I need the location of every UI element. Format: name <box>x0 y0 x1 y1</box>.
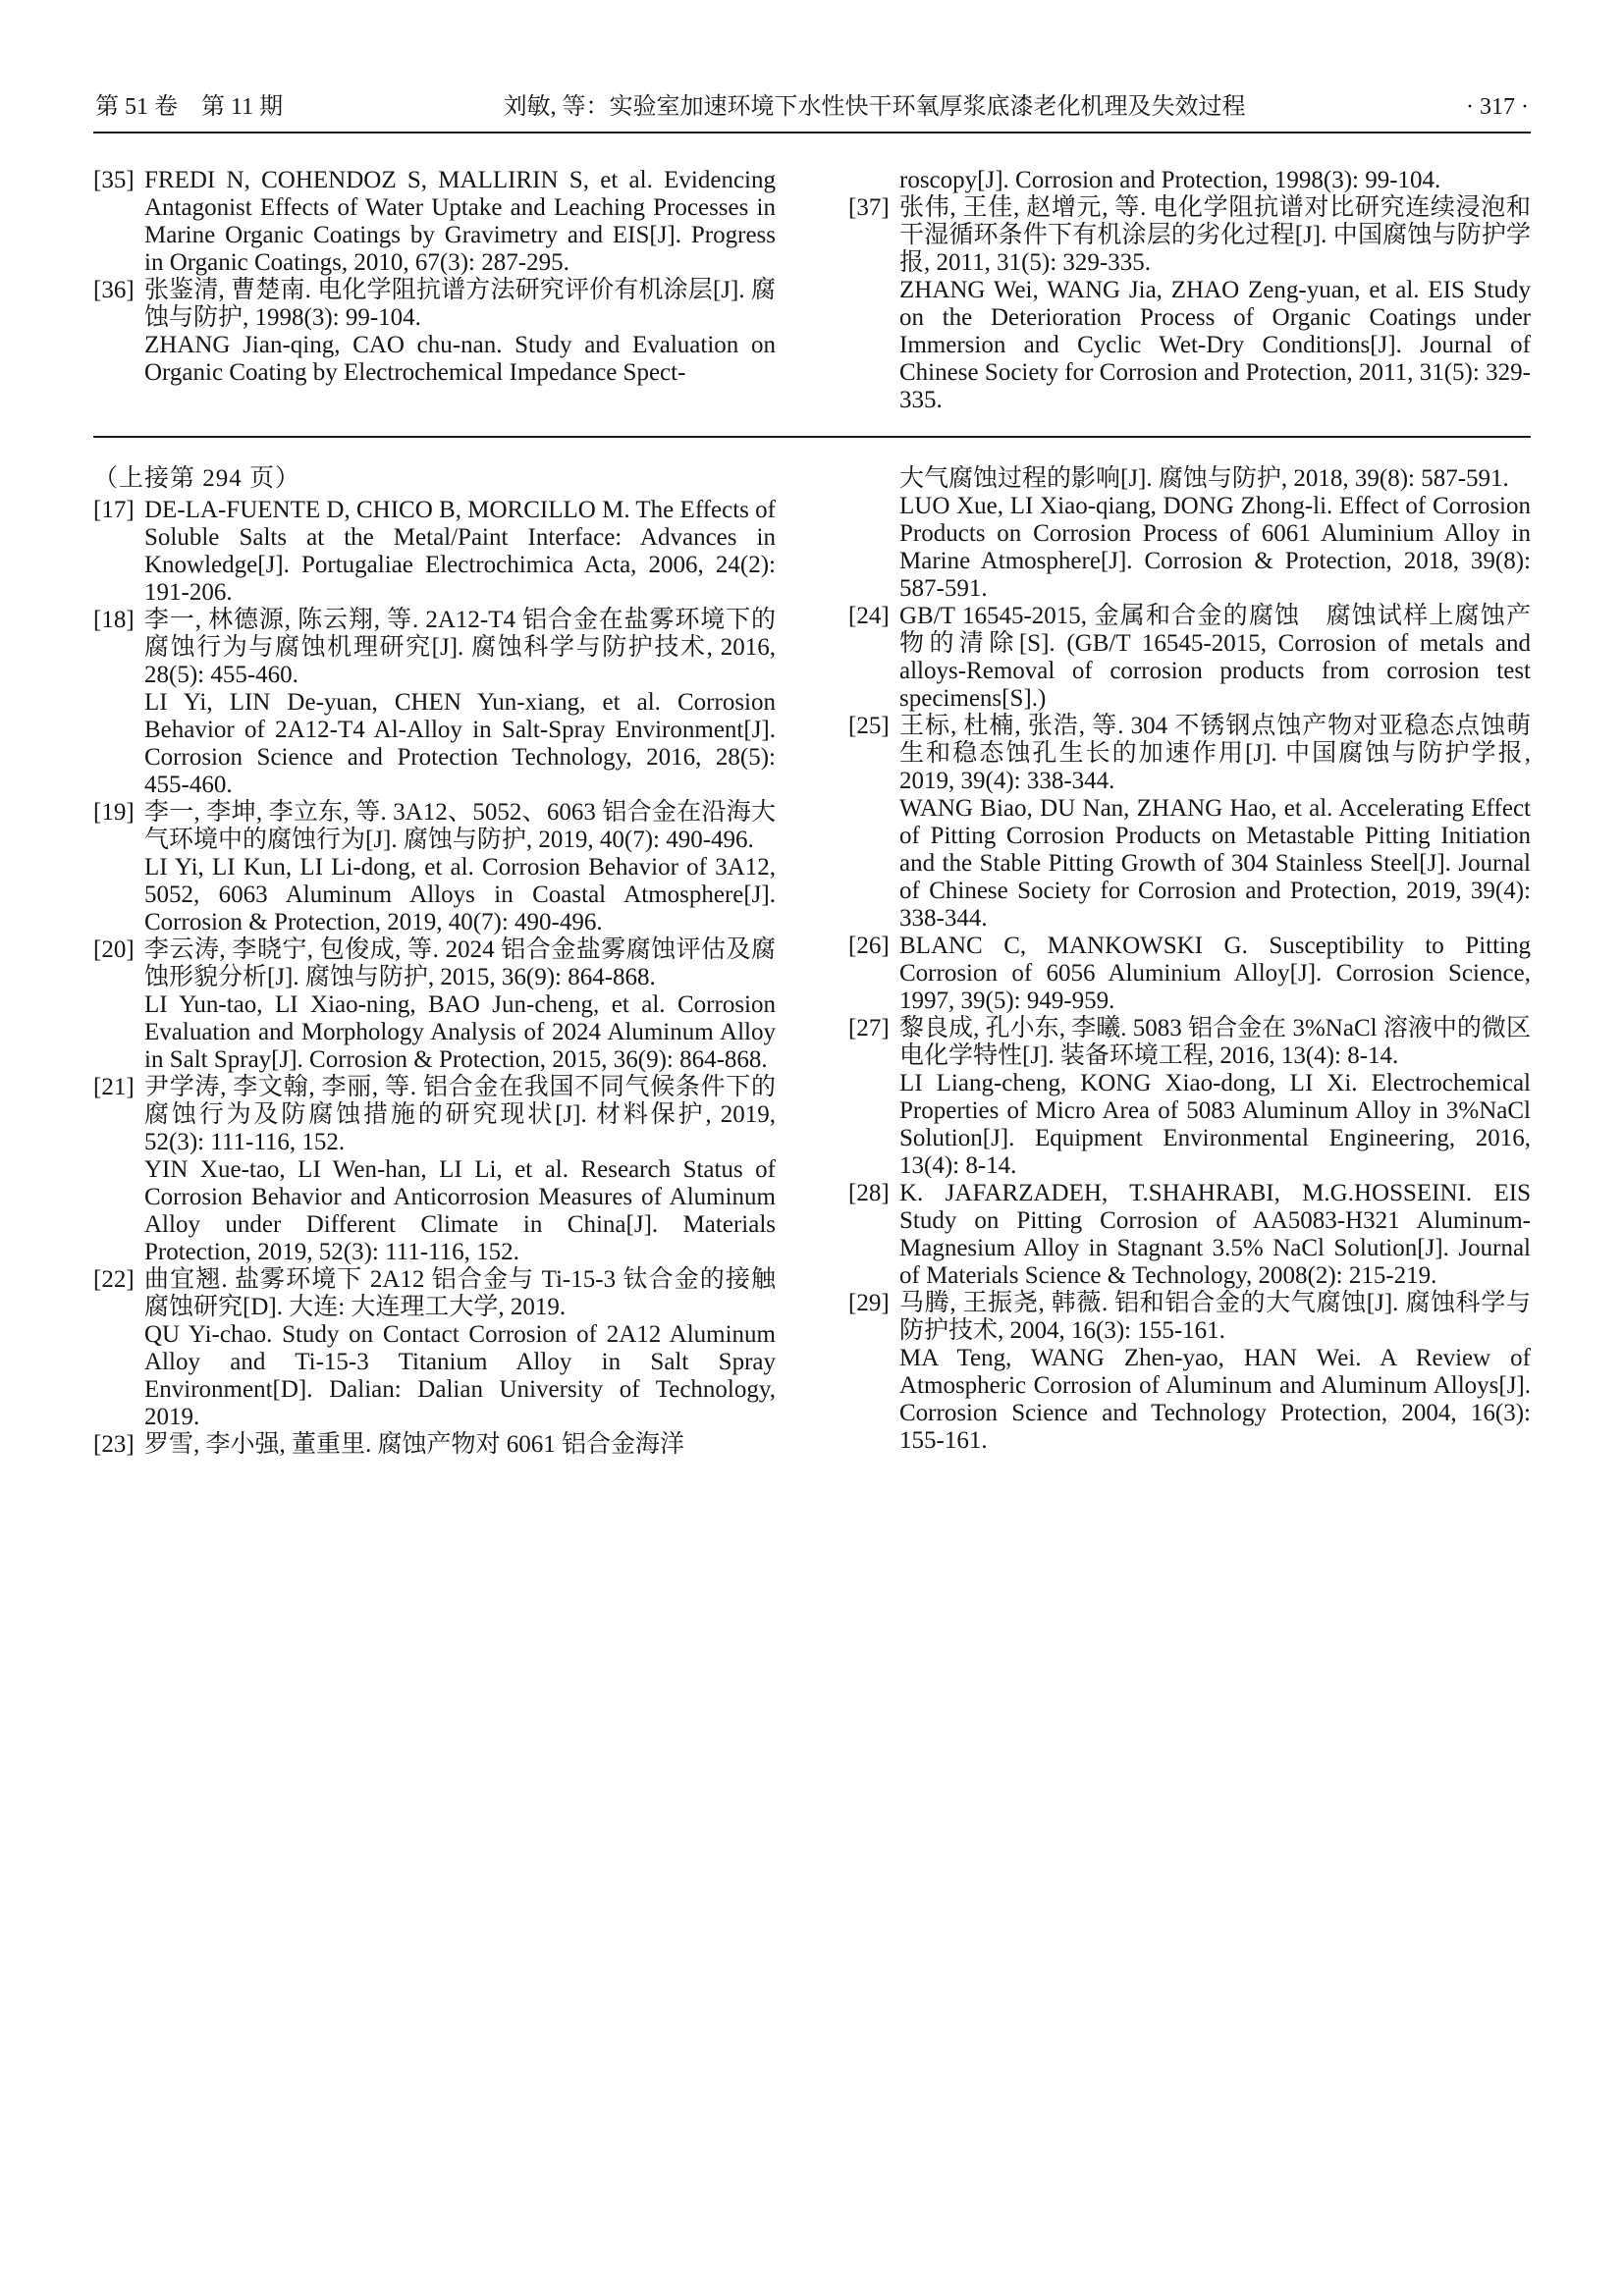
reference-item <box>93 497 776 607</box>
reference-number: [17] <box>93 497 135 523</box>
reference-item <box>848 1015 1531 1180</box>
reference-citation: [25] 王标, 杜楠, 张浩, 等. 304 不锈钢点蚀产物对亚稳态点蚀萌生和稳态蚀孔生长的加速作用[J]. 中国腐蚀与防护学报, 2019, 39(4): 338-344. <box>848 713 1531 794</box>
reference-item <box>848 194 1531 414</box>
reference-citation: [18] 李一, 林德源, 陈云翔, 等. 2A12-T4 铝合金在盐雾环境下的腐蚀行为与腐蚀机理研究[J]. 腐蚀科学与防护技术, 2016, 28(5): 455-460. <box>93 607 776 688</box>
page-header <box>93 92 1531 132</box>
reference-item <box>848 167 1531 194</box>
main-right-column <box>848 465 1531 1459</box>
reference-item <box>93 607 776 799</box>
reference-number: [27] <box>848 1015 890 1041</box>
header-rule <box>93 132 1531 133</box>
reference-translation: LI Liang-cheng, KONG Xiao-dong, LI Xi. Electrochemical Properties of Micro Area of 5083 Aluminum Alloy in 3%NaCl Solution[J]. Equipment Environmental Engineering, 2016, 13(4): 8-14. <box>899 1070 1531 1179</box>
reference-translation: MA Teng, WANG Zhen-yao, HAN Wei. A Review of Atmospheric Corrosion of Aluminum and Aluminum Alloys[J]. Corrosion Science and Technology Protection, 2004, 16(3): 155-161. <box>899 1345 1531 1454</box>
reference-number: [26] <box>848 933 890 959</box>
reference-number: [37] <box>848 194 890 221</box>
reference-number: [25] <box>848 713 890 739</box>
reference-item <box>93 799 776 936</box>
reference-translation: ZHANG Wei, WANG Jia, ZHAO Zeng-yuan, et al. EIS Study on the Deterioration Process of Organic Coatings under Immersion and Cyclic Wet-Dry Conditions[J]. Journal of Chinese Society for Corrosion and Protection, 2011, 31(5): 329-335. <box>899 277 1531 413</box>
reference-citation: roscopy[J]. Corrosion and Protection, 1998(3): 99-104. <box>899 167 1441 193</box>
reference-item <box>93 167 776 277</box>
section-divider-rule <box>93 436 1531 438</box>
reference-number: [20] <box>93 936 135 963</box>
reference-number: [22] <box>93 1266 135 1293</box>
reference-translation: WANG Biao, DU Nan, ZHANG Hao, et al. Accelerating Effect of Pitting Corrosion Products on Metastable Pitting Initiation and the Stable Pitting Growth of 304 Stainless Steel[J]. Journal of Chinese Society for Corrosion and Protection, 2019, 39(4): 338-344. <box>899 795 1531 932</box>
reference-number: [35] <box>93 167 135 193</box>
reference-citation: [21] 尹学涛, 李文翰, 李丽, 等. 铝合金在我国不同气候条件下的腐蚀行为及防腐蚀措施的研究现状[J]. 材料保护, 2019, 52(3): 111-116, 152. <box>93 1074 776 1155</box>
main-left-column <box>93 465 776 1459</box>
header-page-number: · 317 · <box>1466 94 1529 120</box>
header-volume-issue: 第 51 卷 第 11 期 <box>95 94 284 120</box>
reference-number: [21] <box>93 1074 135 1100</box>
reference-translation: LI Yun-tao, LI Xiao-ning, BAO Jun-cheng, et al. Corrosion Evaluation and Morphology Analysis of 2024 Aluminum Alloy in Salt Spray[J]. Corrosion & Protection, 2015, 36(9): 864-868. <box>144 991 776 1073</box>
reference-citation: [24] GB/T 16545-2015, 金属和合金的腐蚀 腐蚀试样上腐蚀产物的清除[S]. (GB/T 16545-2015, Corrosion of metals and alloys-Removal of corrosion products from corrosion test specimens[S].) <box>848 603 1531 712</box>
reference-item <box>93 277 776 387</box>
reference-number: [24] <box>848 603 890 629</box>
reference-citation: [20] 李云涛, 李晓宁, 包俊成, 等. 2024 铝合金盐雾腐蚀评估及腐蚀形貌分析[J]. 腐蚀与防护, 2015, 36(9): 864-868. <box>93 936 776 990</box>
references-main-section <box>93 465 1531 1459</box>
reference-number: [19] <box>93 799 135 826</box>
reference-citation: [22] 曲宜翘. 盐雾环境下 2A12 铝合金与 Ti-15-3 钛合金的接触腐蚀研究[D]. 大连: 大连理工大学, 2019. <box>93 1266 776 1320</box>
reference-citation: [17] DE-LA-FUENTE D, CHICO B, MORCILLO M. The Effects of Soluble Salts at the Metal/Paint Interface: Advances in Knowledge[J]. Portugaliae Electrochimica Acta, 2006, 24(2): 191-206. <box>93 497 776 606</box>
reference-citation: 大气腐蚀过程的影响[J]. 腐蚀与防护, 2018, 39(8): 587-591. <box>899 465 1509 492</box>
reference-citation: [35] FREDI N, COHENDOZ S, MALLIRIN S, et al. Evidencing Antagonist Effects of Water Uptake and Leaching Processes in Marine Organic Coatings by Gravimetry and EIS[J]. Progress in Organic Coatings, 2010, 67(3): 287-295. <box>93 167 776 276</box>
reference-citation: [36] 张鉴清, 曹楚南. 电化学阻抗谱方法研究评价有机涂层[J]. 腐蚀与防护, 1998(3): 99-104. <box>93 277 776 331</box>
reference-item <box>93 1431 776 1459</box>
reference-number: [28] <box>848 1180 890 1206</box>
reference-translation: LI Yi, LIN De-yuan, CHEN Yun-xiang, et al. Corrosion Behavior of 2A12-T4 Al-Alloy in Salt-Spray Environment[J]. Corrosion Science and Protection Technology, 2016, 28(5): 455-460. <box>144 689 776 798</box>
reference-citation: [19] 李一, 李坤, 李立东, 等. 3A12、5052、6063 铝合金在沿海大气环境中的腐蚀行为[J]. 腐蚀与防护, 2019, 40(7): 490-496. <box>93 799 776 853</box>
reference-citation: [26] BLANC C, MANKOWSKI G. Susceptibility to Pitting Corrosion of 6056 Aluminium Alloy[J]. Corrosion Science, 1997, 39(5): 949-959. <box>848 933 1531 1014</box>
reference-item <box>848 1180 1531 1290</box>
reference-item <box>848 933 1531 1015</box>
top-right-column <box>848 167 1531 414</box>
reference-citation: [28] K. JAFARZADEH, T.SHAHRABI, M.G.HOSSEINI. EIS Study on Pitting Corrosion of AA5083-H321 Aluminum-Magnesium Alloy in Stagnant 3.5% NaCl Solution[J]. Journal of Materials Science & Technology, 2008(2): 215-219. <box>848 1180 1531 1289</box>
reference-item <box>848 603 1531 713</box>
reference-citation: [23] 罗雪, 李小强, 董重里. 腐蚀产物对 6061 铝合金海洋 <box>93 1431 685 1458</box>
top-left-column <box>93 167 776 414</box>
reference-item <box>93 1074 776 1266</box>
reference-number: [29] <box>848 1290 890 1316</box>
reference-citation: [37] 张伟, 王佳, 赵增元, 等. 电化学阻抗谱对比研究连续浸泡和干湿循环条件下有机涂层的劣化过程[J]. 中国腐蚀与防护学报, 2011, 31(5): 329-335. <box>848 194 1531 276</box>
reference-translation: QU Yi-chao. Study on Contact Corrosion of 2A12 Aluminum Alloy and Ti-15-3 Titanium Alloy in Salt Spray Environment[D]. Dalian: Dalian University of Technology, 2019. <box>144 1321 776 1430</box>
reference-item <box>848 713 1531 933</box>
continuation-note: （上接第 294 页） <box>93 465 301 492</box>
reference-citation: [29] 马腾, 王振尧, 韩薇. 铝和铝合金的大气腐蚀[J]. 腐蚀科学与防护技术, 2004, 16(3): 155-161. <box>848 1290 1531 1344</box>
main-left-refs <box>93 497 776 1459</box>
page-content <box>93 92 1531 1459</box>
reference-translation: YIN Xue-tao, LI Wen-han, LI Li, et al. Research Status of Corrosion Behavior and Anticorrosion Measures of Aluminum Alloy under Different Climate in China[J]. Materials Protection, 2019, 52(3): 111-116, 152. <box>144 1156 776 1265</box>
reference-item <box>93 936 776 1074</box>
reference-translation: LUO Xue, LI Xiao-qiang, DONG Zhong-li. Effect of Corrosion Products on Corrosion Process of 6061 Aluminium Alloy in Marine Atmosphere[J]. Corrosion & Protection, 2018, 39(8): 587-591. <box>899 493 1531 602</box>
reference-number: [36] <box>93 277 135 303</box>
reference-item <box>848 465 1531 603</box>
reference-item <box>848 1290 1531 1455</box>
reference-number: [23] <box>93 1431 135 1458</box>
references-top-section <box>93 167 1531 414</box>
reference-item <box>93 1266 776 1431</box>
reference-number: [18] <box>93 607 135 633</box>
reference-citation: [27] 黎良成, 孔小东, 李曦. 5083 铝合金在 3%NaCl 溶液中的微区电化学特性[J]. 装备环境工程, 2016, 13(4): 8-14. <box>848 1015 1531 1069</box>
header-running-title: 刘敏, 等：实验室加速环境下水性快干环氧厚浆底漆老化机理及失效过程 <box>503 94 1246 120</box>
reference-translation: ZHANG Jian-qing, CAO chu-nan. Study and Evaluation on Organic Coating by Electrochemical Impedance Spect- <box>144 332 776 386</box>
reference-translation: LI Yi, LI Kun, LI Li-dong, et al. Corrosion Behavior of 3A12, 5052, 6063 Aluminum Alloys in Coastal Atmosphere[J]. Corrosion & Protection, 2019, 40(7): 490-496. <box>144 854 776 935</box>
